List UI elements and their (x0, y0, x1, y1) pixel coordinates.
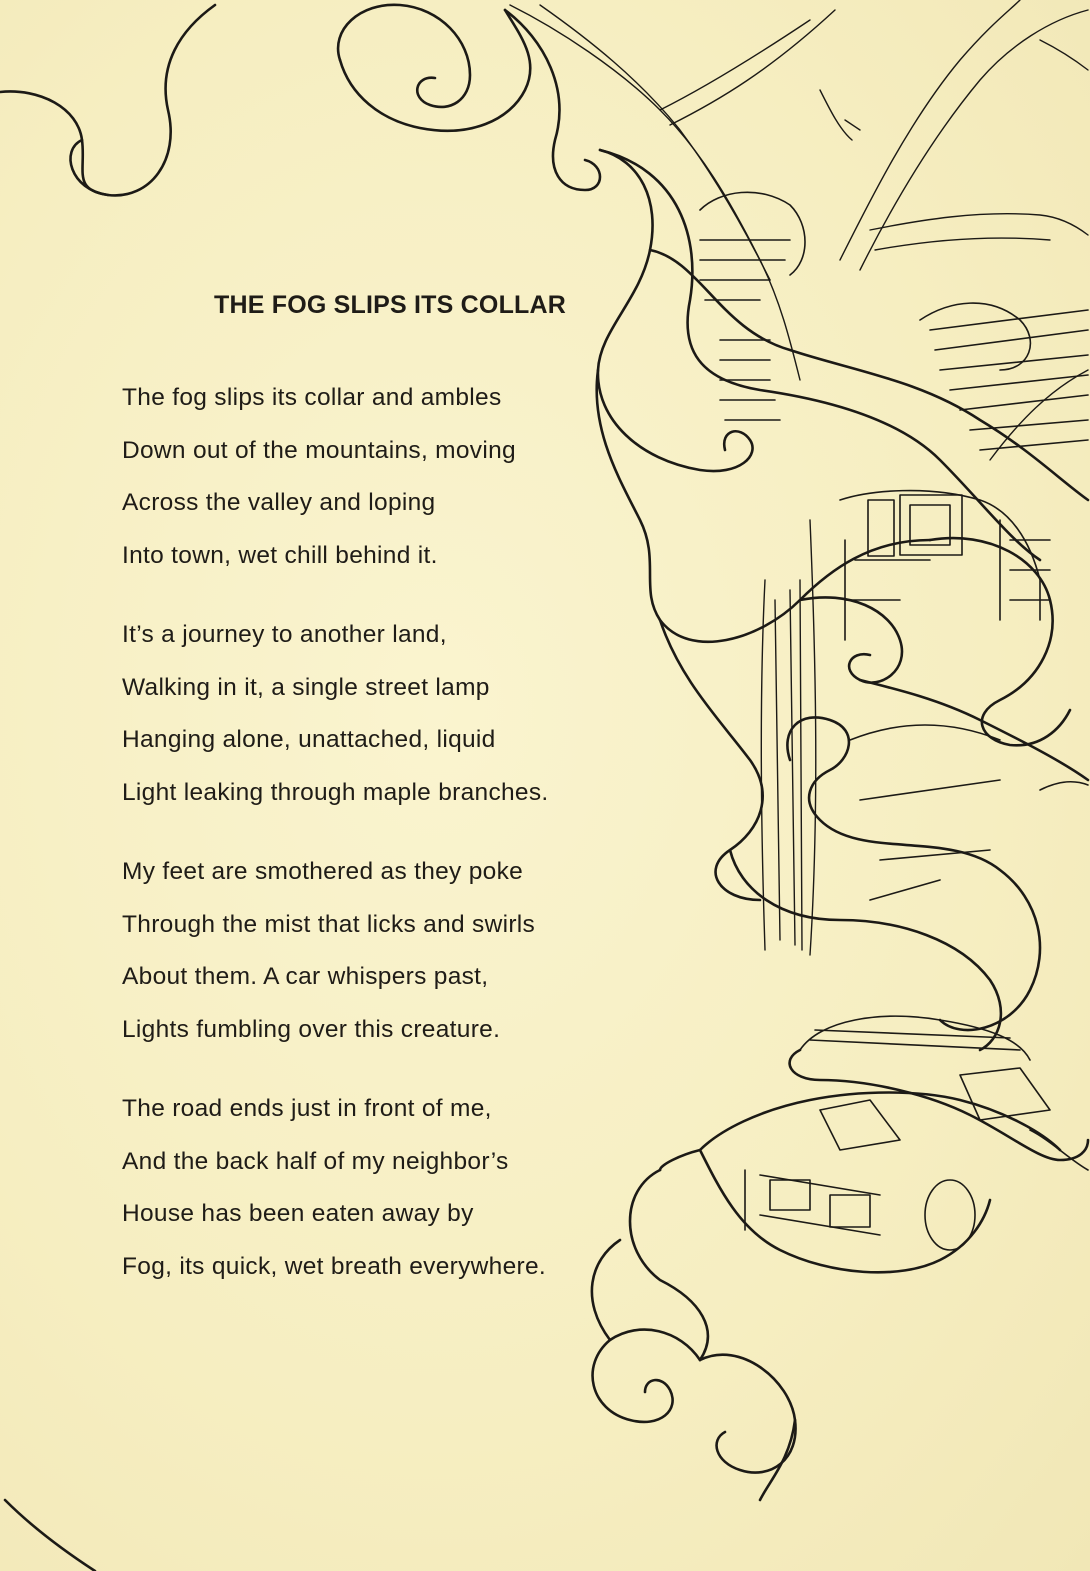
poem-body (122, 372, 642, 1320)
poem-line: Hanging alone, unattached, liquid (122, 726, 496, 753)
poem-line: Lights fumbling over this creature. (122, 1015, 501, 1043)
poem-line: Across the valley and loping (122, 489, 436, 516)
poem-line: My feet are smothered as they poke (122, 858, 524, 885)
poem-line: Walking in it, a single street lamp (122, 673, 490, 701)
stanza-2 (122, 609, 642, 819)
poem-line: Fog, its quick, wet breath everywhere. (122, 1252, 546, 1280)
stanza-4 (122, 1083, 642, 1293)
poem-title: THE FOG SLIPS ITS COLLAR (214, 291, 567, 319)
stanza-1 (122, 372, 642, 582)
stanza-3 (122, 846, 642, 1056)
poem-line: The road ends just in front of me, (122, 1095, 492, 1122)
poem-line: Light leaking through maple branches. (122, 778, 549, 806)
house-outline (700, 192, 805, 275)
poem-line: And the back half of my neighbor’s (122, 1147, 509, 1175)
poem-line: Down out of the mountains, moving (122, 436, 516, 464)
poem-line: House has been eaten away by (122, 1200, 474, 1227)
fog-swirl-bottom-left (5, 1500, 95, 1571)
fog-swirl-top-left (0, 5, 215, 195)
poem-line: About them. A car whispers past, (122, 963, 489, 990)
poem-line: Into town, wet chill behind it. (122, 541, 438, 569)
poem-line: It’s a journey to another land, (122, 621, 447, 648)
poem-line: The fog slips its collar and ambles (122, 384, 502, 411)
car-body (700, 1093, 1060, 1151)
poem-line: Through the mist that licks and swirls (122, 910, 536, 938)
